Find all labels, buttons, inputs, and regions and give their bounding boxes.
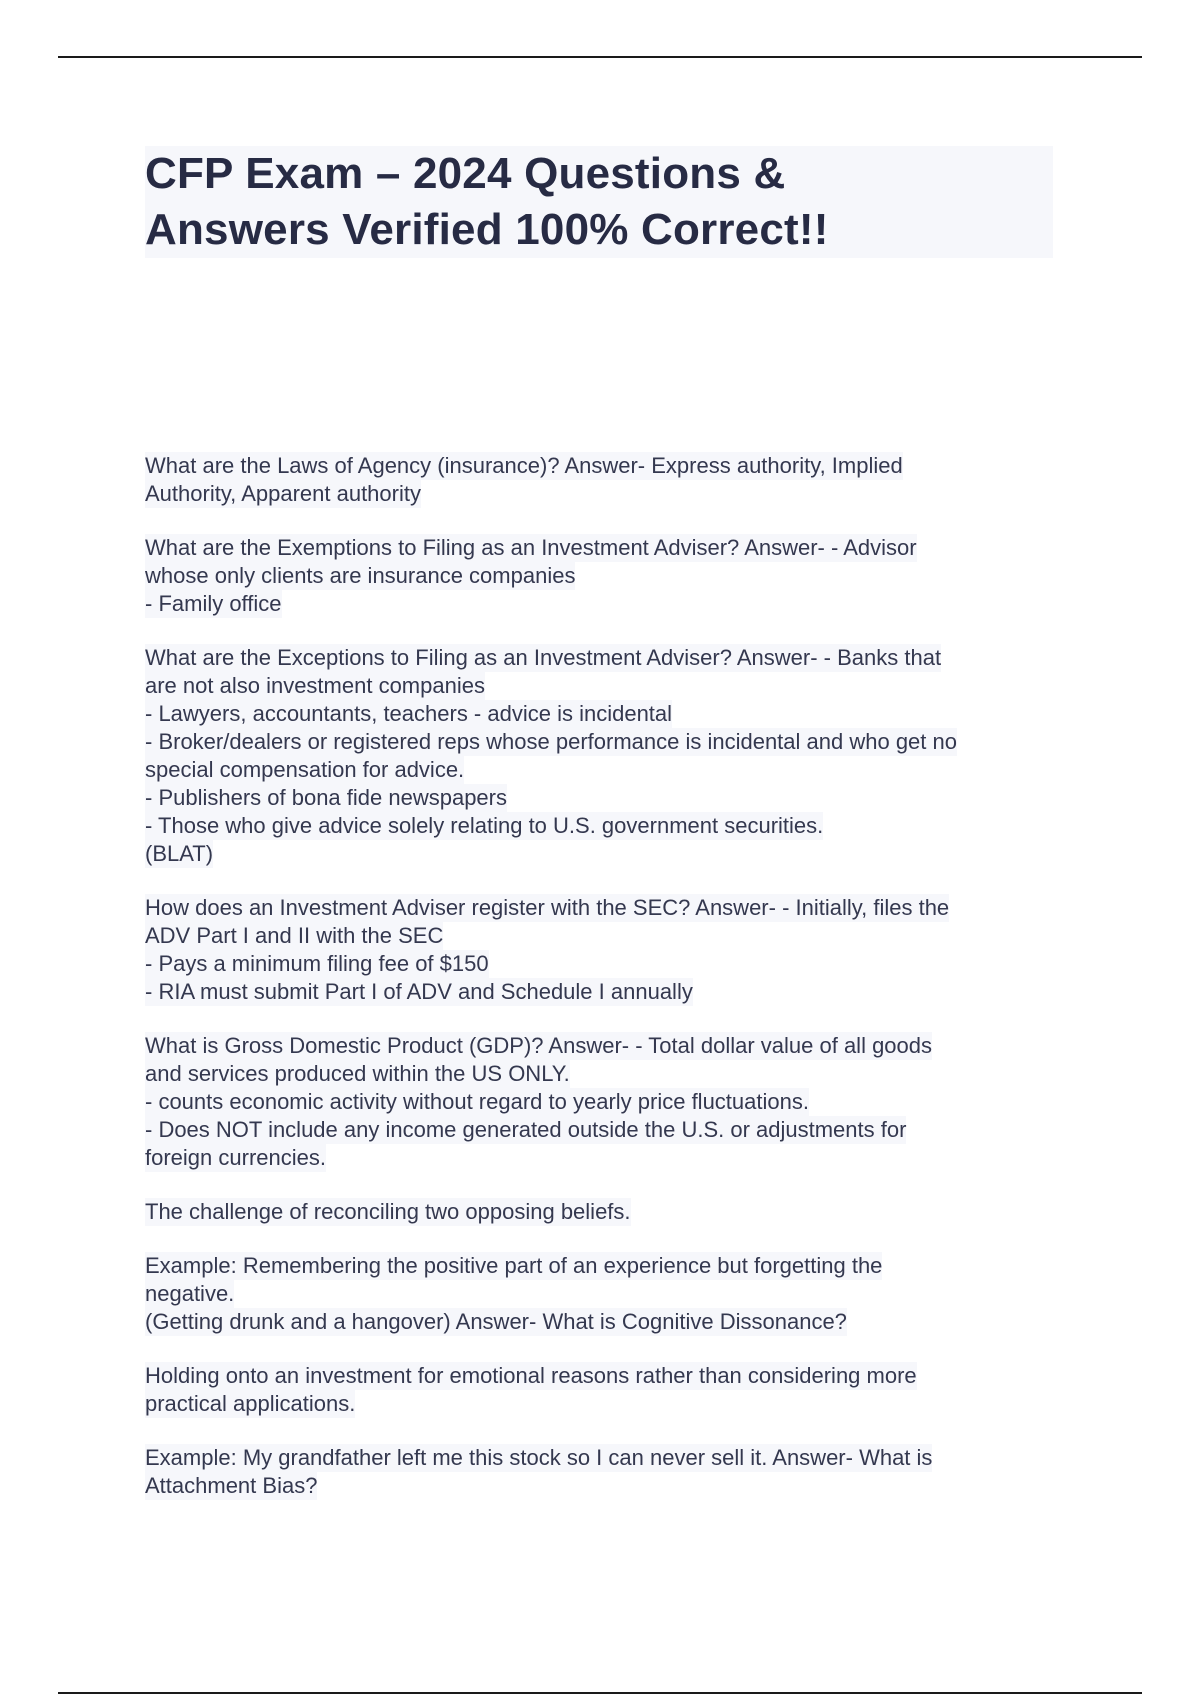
qa-line-row	[145, 1362, 1065, 1390]
document-title	[145, 146, 1053, 258]
qa-line-text: - Publishers of bona fide newspapers	[145, 785, 507, 810]
qa-line-row	[145, 1280, 1065, 1308]
qa-line-text: - RIA must submit Part I of ADV and Schedule I annually	[145, 979, 693, 1004]
qa-line-text: How does an Investment Adviser register with the SEC? Answer- - Initially, files the	[145, 895, 950, 920]
qa-line-text: What are the Exceptions to Filing as an Investment Adviser? Answer- - Banks that	[145, 645, 942, 670]
qa-line-row	[145, 950, 1065, 978]
qa-block	[145, 534, 1065, 618]
qa-line-row	[145, 1472, 1065, 1500]
bottom-rule	[58, 1692, 1142, 1694]
qa-line-text: Authority, Apparent authority	[145, 481, 421, 506]
qa-line-text: Attachment Bias?	[145, 1473, 318, 1498]
qa-line-row	[145, 784, 1065, 812]
qa-line-text: - Family office	[145, 591, 282, 616]
qa-line-row	[145, 894, 1065, 922]
qa-line-text: - Those who give advice solely relating to U.S. government securities.	[145, 813, 824, 838]
qa-line-text: Example: My grandfather left me this stock so I can never sell it. Answer- What is	[145, 1445, 933, 1470]
qa-line-text: What are the Exemptions to Filing as an Investment Adviser? Answer- - Advisor	[145, 535, 917, 560]
title-line-2: Answers Verified 100% Correct!!	[145, 205, 829, 254]
qa-line-text: - Does NOT include any income generated outside the U.S. or adjustments for	[145, 1117, 907, 1142]
qa-line-text: special compensation for advice.	[145, 757, 465, 782]
qa-line-row	[145, 1144, 1065, 1172]
qa-line-row	[145, 590, 1065, 618]
qa-line-row	[145, 1444, 1065, 1472]
qa-line-row	[145, 562, 1065, 590]
qa-block	[145, 1252, 1065, 1336]
qa-block	[145, 1444, 1065, 1500]
title-block	[145, 146, 1053, 258]
qa-line-text: - Lawyers, accountants, teachers - advice is incidental	[145, 701, 673, 726]
qa-line-text: (Getting drunk and a hangover) Answer- What is Cognitive Dissonance?	[145, 1309, 847, 1334]
qa-line-text: Example: Remembering the positive part of an experience but forgetting the	[145, 1253, 883, 1278]
top-rule	[58, 56, 1142, 58]
qa-line-text: - Broker/dealers or registered reps whose performance is incidental and who get no	[145, 729, 957, 754]
qa-line-text: Holding onto an investment for emotional reasons rather than considering more	[145, 1363, 917, 1388]
title-line-1: CFP Exam – 2024 Questions &	[145, 149, 786, 198]
qa-line-text: What are the Laws of Agency (insurance)? Answer- Express authority, Implied	[145, 453, 903, 478]
qa-line-row	[145, 728, 1065, 756]
qa-line-text: - Pays a minimum filing fee of $150	[145, 951, 489, 976]
qa-line-text: practical applications.	[145, 1391, 356, 1416]
qa-block	[145, 452, 1065, 508]
qa-line-text: and services produced within the US ONLY.	[145, 1061, 570, 1086]
qa-line-row	[145, 534, 1065, 562]
qa-line-text: The challenge of reconciling two opposing beliefs.	[145, 1199, 631, 1224]
qa-line-row	[145, 756, 1065, 784]
qa-line-row	[145, 700, 1065, 728]
qa-line-text: (BLAT)	[145, 841, 214, 866]
qa-line-text: are not also investment companies	[145, 673, 485, 698]
qa-line-text: foreign currencies.	[145, 1145, 326, 1170]
qa-block	[145, 644, 1065, 868]
qa-line-row	[145, 672, 1065, 700]
qa-line-row	[145, 1032, 1065, 1060]
qa-line-row	[145, 840, 1065, 868]
qa-line-text: negative.	[145, 1281, 235, 1306]
qa-line-text: - counts economic activity without regard to yearly price fluctuations.	[145, 1089, 809, 1114]
qa-line-row	[145, 644, 1065, 672]
qa-line-text: What is Gross Domestic Product (GDP)? Answer- - Total dollar value of all goods	[145, 1033, 933, 1058]
qa-block	[145, 1198, 1065, 1226]
qa-line-row	[145, 1088, 1065, 1116]
qa-line-row	[145, 978, 1065, 1006]
qa-line-row	[145, 480, 1065, 508]
qa-line-row	[145, 922, 1065, 950]
qa-line-row	[145, 1060, 1065, 1088]
qa-block	[145, 1362, 1065, 1418]
qa-line-row	[145, 1198, 1065, 1226]
qa-line-row	[145, 1308, 1065, 1336]
qa-line-row	[145, 1390, 1065, 1418]
qa-block	[145, 1032, 1065, 1172]
qa-line-row	[145, 1252, 1065, 1280]
qa-line-row	[145, 452, 1065, 480]
qa-block	[145, 894, 1065, 1006]
qa-line-row	[145, 1116, 1065, 1144]
qa-line-text: ADV Part I and II with the SEC	[145, 923, 444, 948]
qa-line-text: whose only clients are insurance companies	[145, 563, 576, 588]
qa-line-row	[145, 812, 1065, 840]
qa-content	[145, 452, 1065, 1526]
